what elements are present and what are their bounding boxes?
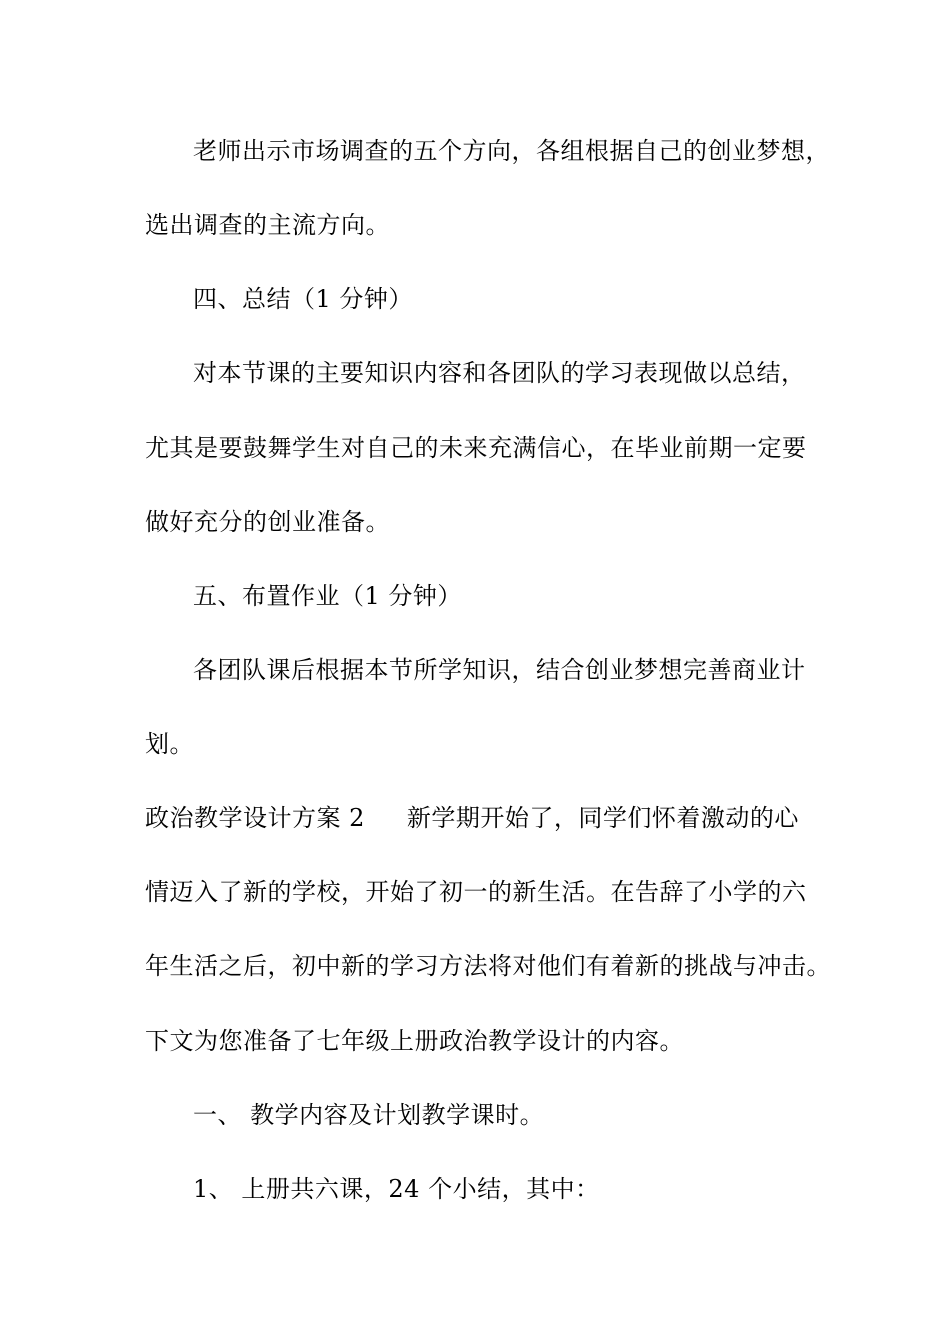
paragraph-line: [145, 802, 799, 834]
paragraph-line: 做好充分的创业准备。: [145, 508, 390, 536]
paragraph-line: 尤其是要鼓舞学生对自己的未来充满信心，在毕业前期一定要: [145, 434, 807, 462]
paragraph-line: 年生活之后，初中新的学习方法将对他们有着新的挑战与冲击。: [145, 952, 831, 980]
paragraph-line: 划。: [145, 730, 194, 758]
section-heading: 四、总结（1 分钟）: [193, 285, 413, 313]
section-heading: 五、布置作业（1 分钟）: [193, 582, 462, 610]
paragraph-text: 新学期开始了，同学们怀着激动的心: [406, 804, 799, 832]
document-title: 政治教学设计方案 2: [145, 804, 365, 832]
list-item: 1、 上册共六课，24 个小结，其中：: [193, 1175, 600, 1203]
paragraph-line: 各团队课后根据本节所学知识，结合创业梦想完善商业计: [193, 656, 806, 684]
paragraph-line: 下文为您准备了七年级上册政治教学设计的内容。: [145, 1027, 684, 1055]
section-heading: 一、 教学内容及计划教学课时。: [193, 1101, 545, 1129]
paragraph-line: 情迈入了新的学校，开始了初一的新生活。在告辞了小学的六: [145, 878, 807, 906]
paragraph-line: 老师出示市场调查的五个方向，各组根据自己的创业梦想，: [193, 137, 830, 165]
paragraph-line: 对本节课的主要知识内容和各团队的学习表现做以总结，: [193, 359, 806, 387]
paragraph-line: 选出调查的主流方向。: [145, 211, 390, 239]
